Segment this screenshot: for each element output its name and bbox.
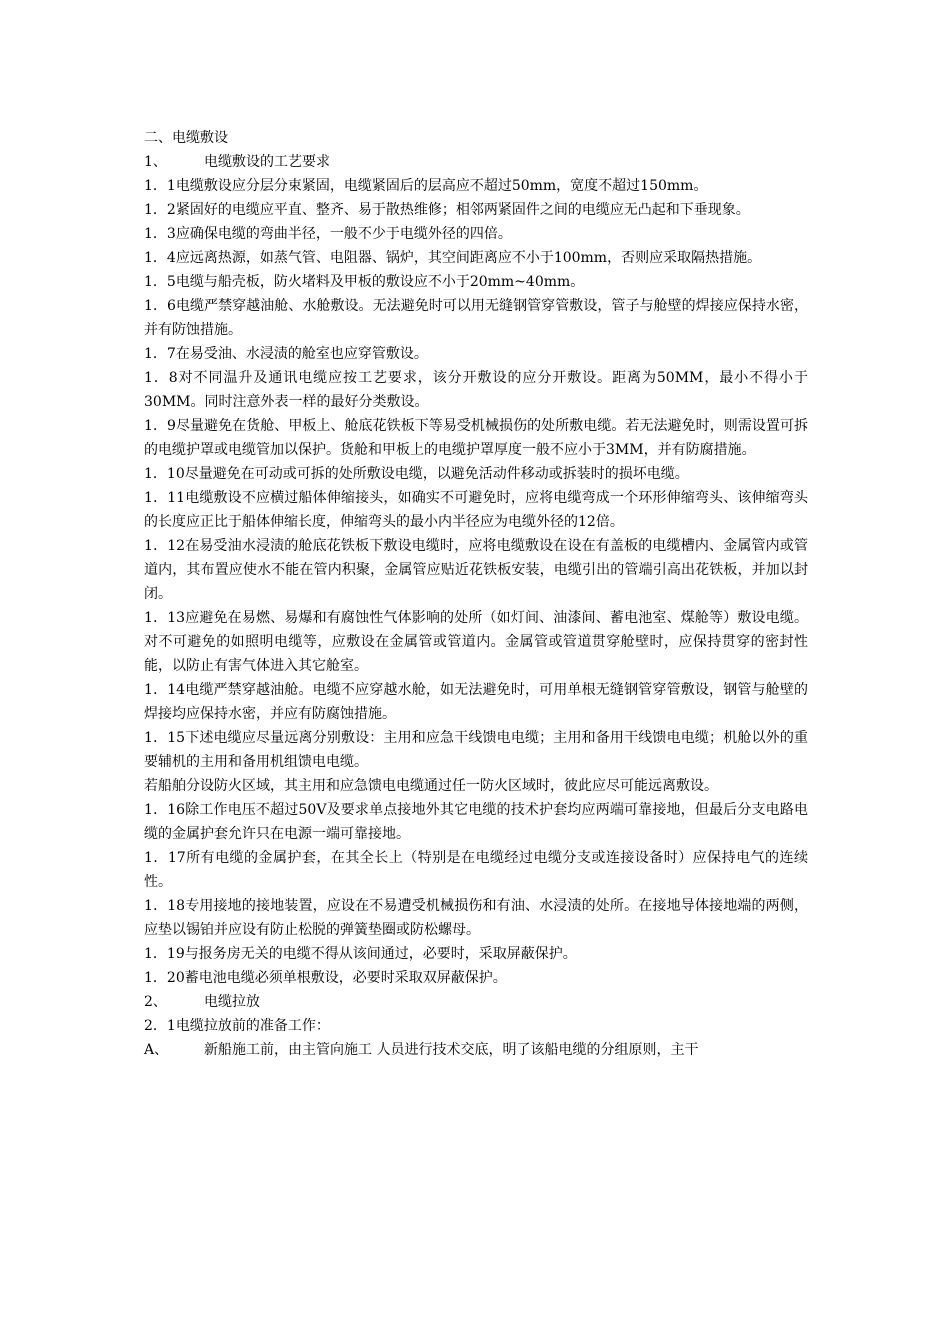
paragraph-1-11: 1．11电缆敷设不应横过船体伸缩接头，如确实不可避免时，应将电缆弯成一个环形伸缩弯头、该伸缩弯头的长度应正比于船体伸缩长度，伸缩弯头的最小内半径应为电缆外径的12倍。 [144, 490, 808, 530]
document-body [144, 126, 808, 1062]
paragraph-a-text: 新船施工前，由主管向施工 人员进行技术交底，明了该船电缆的分组原则，主干 [204, 1042, 699, 1058]
paragraph-1-6: 1．6电缆严禁穿越油舱、水舱敷设。无法避免时可以用无缝钢管穿管敷设，管子与舱壁的焊接应保持水密，并有防蚀措施。 [144, 298, 808, 338]
heading-1-text: 电缆敷设的工艺要求 [204, 154, 330, 170]
heading-1-number: 1、 [144, 154, 167, 170]
paragraph-1-14: 1．14电缆严禁穿越油舱。电缆不应穿越水舱，如无法避免时，可用单根无缝钢管穿管敷设，钢管与舱壁的焊接均应保持水密，并应有防腐蚀措施。 [144, 682, 808, 722]
paragraph-1-20: 1．20蓄电池电缆必须单根敷设，必要时采取双屏蔽保护。 [144, 970, 507, 986]
paragraph-1-18: 1．18专用接地的接地装置，应设在不易遭受机械损伤和有油、水浸渍的处所。在接地导体接地端的两侧，应垫以锡铂并应设有防止松脱的弹簧垫圈或防松螺母。 [144, 898, 808, 938]
heading-2-number: 2、 [144, 994, 167, 1010]
paragraph-1-5: 1．5电缆与船壳板，防火堵料及甲板的敷设应不小于20mm~40mm。 [144, 274, 585, 290]
paragraph-a [144, 1038, 808, 1062]
paragraph-1-2: 1．2紧固好的电缆应平直、整齐、易于散热维修；相邻两紧固件之间的电缆应无凸起和下垂现象。 [144, 202, 750, 218]
paragraph-1-4: 1．4应远离热源，如蒸气管、电阻器、锅炉，其空间距离应不小于100mm，否则应采取隔热措施。 [144, 250, 762, 266]
paragraph-2-1: 2．1电缆拉放前的准备工作： [144, 1018, 330, 1034]
heading-1 [144, 150, 808, 174]
paragraph-1-1: 1．1电缆敷设应分层分束紧固，电缆紧固后的层高应不超过50mm，宽度不超过150mm。 [144, 178, 708, 194]
paragraph-1-3: 1．3应确保电缆的弯曲半径，一般不少于电缆外径的四倍。 [144, 226, 512, 242]
paragraph-1-9: 1．9尽量避免在货舱、甲板上、舱底花铁板下等易受机械损伤的处所敷电缆。若无法避免时，则需设置可拆的电缆护罩或电缆管加以保护。货舱和甲板上的电缆护罩厚度一般不应小于3MM，并有防腐措施。 [144, 418, 808, 458]
paragraph-a-number: A、 [144, 1042, 169, 1058]
paragraph-1-12: 1．12在易受油水浸渍的舱底花铁板下敷设电缆时，应将电缆敷设在设在有盖板的电缆槽内、金属管内或管道内，其布置应使水不能在管内积聚，金属管应贴近花铁板安装，电缆引出的管端引高出花铁板，并加以封闭。 [144, 538, 808, 602]
paragraph-1-13: 1．13应避免在易燃、易爆和有腐蚀性气体影响的处所（如灯间、油漆间、蓄电池室、煤舱等）敷设电缆。对不可避免的如照明电缆等，应敷设在金属管或管道内。金属管或管道贯穿舱壁时，应保持贯穿的密封性能，以防止有害气体进入其它舱室。 [144, 610, 808, 674]
paragraph-1-16: 1．16除工作电压不超过50V及要求单点接地外其它电缆的技术护套均应两端可靠接地，但最后分支电路电缆的金属护套允许只在电源一端可靠接地。 [144, 802, 808, 842]
paragraph-1-8: 1．8对不同温升及通讯电缆应按工艺要求，该分开敷设的应分开敷设。距离为50MM，最小不得小于30MM。同时注意外表一样的最好分类敷设。 [144, 370, 808, 410]
heading-2 [144, 990, 808, 1014]
heading-2-text: 电缆拉放 [204, 994, 260, 1010]
paragraph-1-7: 1．7在易受油、水浸渍的舱室也应穿管敷设。 [144, 346, 428, 362]
section-title: 二、电缆敷设 [144, 130, 228, 146]
paragraph-1-19: 1．19与报务房无关的电缆不得从该间通过，必要时，采取屏蔽保护。 [144, 946, 577, 962]
paragraph-1-15: 1．15下述电缆应尽量远离分别敷设：主用和应急干线馈电电缆；主用和备用干线馈电电缆；机舱以外的重要辅机的主用和备用机组馈电电缆。 [144, 730, 808, 770]
paragraph-fire-zone: 若船舶分设防火区域，其主用和应急馈电电缆通过任一防火区域时，彼此应尽可能远离敷设。 [144, 778, 718, 794]
paragraph-1-10: 1．10尽量避免在可动或可拆的处所敷设电缆，以避免活动件移动或拆装时的损坏电缆。 [144, 466, 689, 482]
paragraph-1-17: 1．17所有电缆的金属护套，在其全长上（特别是在电缆经过电缆分支或连接设备时）应保持电气的连续性。 [144, 850, 808, 890]
